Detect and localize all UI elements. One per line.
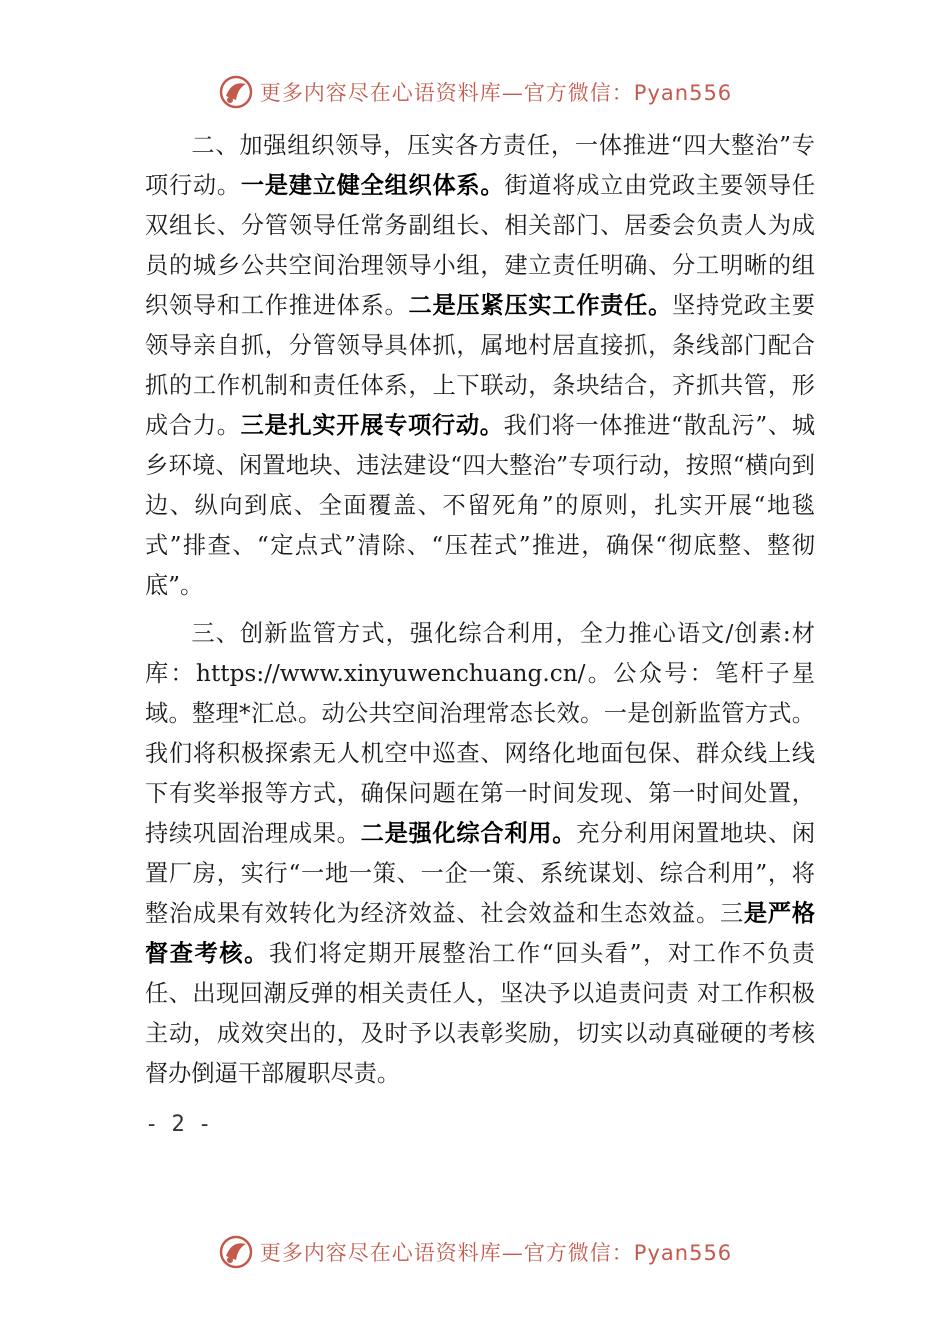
- bold-heading: 一是建立健全组织体系。: [240, 172, 505, 199]
- bold-heading: 是严格督查考核。: [145, 900, 816, 967]
- text-run: 坚持党政主要领导亲自抓，分管领导具体抓，属地村居直接抓，条线部门配合抓的工作机制和责任体系，上下联动，条块结合，齐抓共管，形成合力。: [145, 292, 815, 439]
- footer-text: 更多内容尽在心语资料库—官方微信：Pyan556: [259, 1241, 733, 1265]
- bold-heading: 三是扎实开展专项行动。: [240, 412, 504, 439]
- text-run: 二、加强组织领导，压实各方责任，一体推进“四大整治”专项行动。: [145, 132, 815, 199]
- page-number: - 2 -: [145, 1112, 212, 1137]
- header-banner: [0, 72, 950, 112]
- paragraph: [145, 126, 815, 606]
- text-run: 我们将定期开展整治工作“回头看”，对工作不负责任、出现回潮反弹的相关责任人，坚决予以追责问责 对工作积极主动，成效突出的，及时予以表彰奖励，切实以动真碰硬的考核督办倒逼干部履职尽责。: [145, 940, 815, 1087]
- logo-icon: [218, 1234, 254, 1270]
- header-text: 更多内容尽在心语资料库—官方微信：Pyan556: [259, 81, 733, 105]
- text-run: 充分利用闲置地块、闲置厂房，实行“一地一策、一企一策、系统谋划、综合利用”，将整治成果有效转化为经济效益、社会效益和生态效益。三: [145, 820, 816, 927]
- text-run: 三、创新监管方式，强化综合利用，全力推心语文/创素:材库：https://www.xinyuwenchuang.cn/。公众号：笔杆子星域。整理*汇总。动公共空间治理常态长效。一是创新监管方式。我们将积极探索无人机空中巡查、网络化地面包保、群众线上线下有奖举报等方式，确保问题在第一时间发现、第一时间处置，持续巩固治理成果。: [145, 620, 815, 847]
- bold-heading: 二是压紧压实工作责任。: [408, 292, 673, 319]
- document-body: [145, 126, 815, 1094]
- footer-banner: [0, 1232, 950, 1272]
- paragraph: [145, 614, 815, 1094]
- logo-icon: [218, 74, 254, 110]
- bold-heading: 二是强化综合利用。: [360, 820, 577, 847]
- text-run: 街道将成立由党政主要领导任双组长、分管领导任常务副组长、相关部门、居委会负责人为成员的城乡公共空间治理领导小组，建立责任明确、分工明晰的组织领导和工作推进体系。: [145, 172, 816, 319]
- text-run: 我们将一体推进“散乱污”、城乡环境、闲置地块、违法建设“四大整治”专项行动，按照“横向到边、纵向到底、全面覆盖、不留死角”的原则，扎实开展“地毯式”排查、“定点式”清除、“压茬式”推进，确保“彻底整、整彻底”。: [145, 412, 816, 599]
